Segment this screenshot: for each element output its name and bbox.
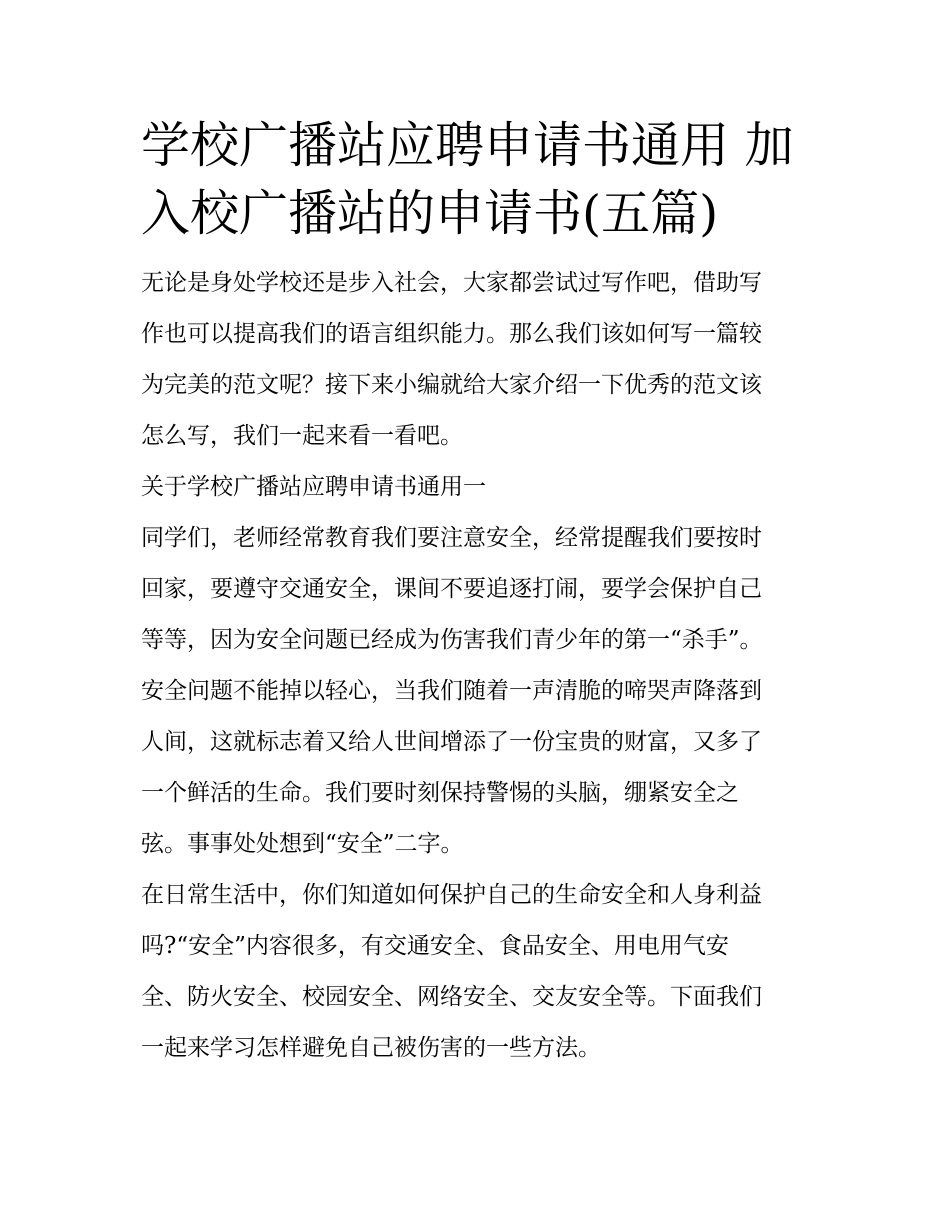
paragraph-1-line-5: 人间，这就标志着又给人世间增添了一份宝贵的财富，又多了 bbox=[141, 729, 762, 755]
paragraph-1-line-2: 回家，要遵守交通安全，课间不要追逐打闹，要学会保护自己 bbox=[141, 576, 762, 602]
document-body bbox=[141, 258, 821, 1074]
paragraph-2-line-1: 在日常生活中，你们知道如何保护自己的生命安全和人身利益 bbox=[141, 882, 762, 908]
intro-line-3: 为完美的范文呢？接下来小编就给大家介绍一下优秀的范文该 bbox=[141, 372, 762, 398]
paragraph-2-line-4: 一起来学习怎样避免自己被伤害的一些方法。 bbox=[141, 1035, 601, 1061]
paragraph-2-line-2: 吗?“安全”内容很多，有交通安全、食品安全、用电用气安 bbox=[141, 933, 729, 959]
paragraph-1-line-6: 一个鲜活的生命。我们要时刻保持警惕的头脑，绷紧安全之 bbox=[141, 780, 739, 806]
intro-line-1: 无论是身处学校还是步入社会，大家都尝试过写作吧，借助写 bbox=[141, 270, 762, 296]
paragraph-1-line-1: 同学们，老师经常教育我们要注意安全，经常提醒我们要按时 bbox=[141, 525, 762, 551]
intro-line-4: 怎么写，我们一起来看一看吧。 bbox=[141, 423, 463, 449]
title-line-1: 学校广播站应聘申请书通用 加 bbox=[141, 117, 794, 174]
document-title bbox=[141, 112, 821, 248]
paragraph-1-line-7: 弦。事事处处想到“安全”二字。 bbox=[141, 831, 464, 857]
section-heading: 关于学校广播站应聘申请书通用一 bbox=[141, 474, 486, 500]
paragraph-1-line-4: 安全问题不能掉以轻心，当我们随着一声清脆的啼哭声降落到 bbox=[141, 678, 762, 704]
paragraph-1-line-3: 等等，因为安全问题已经成为伤害我们青少年的第一“杀手”。 bbox=[141, 627, 763, 653]
document-content bbox=[141, 112, 821, 1074]
paragraph-2-line-3: 全、防火安全、校园安全、网络安全、交友安全等。下面我们 bbox=[141, 984, 762, 1010]
intro-line-2: 作也可以提高我们的语言组织能力。那么我们该如何写一篇较 bbox=[141, 321, 762, 347]
title-line-2: 入校广播站的申请书(五篇) bbox=[141, 185, 719, 242]
